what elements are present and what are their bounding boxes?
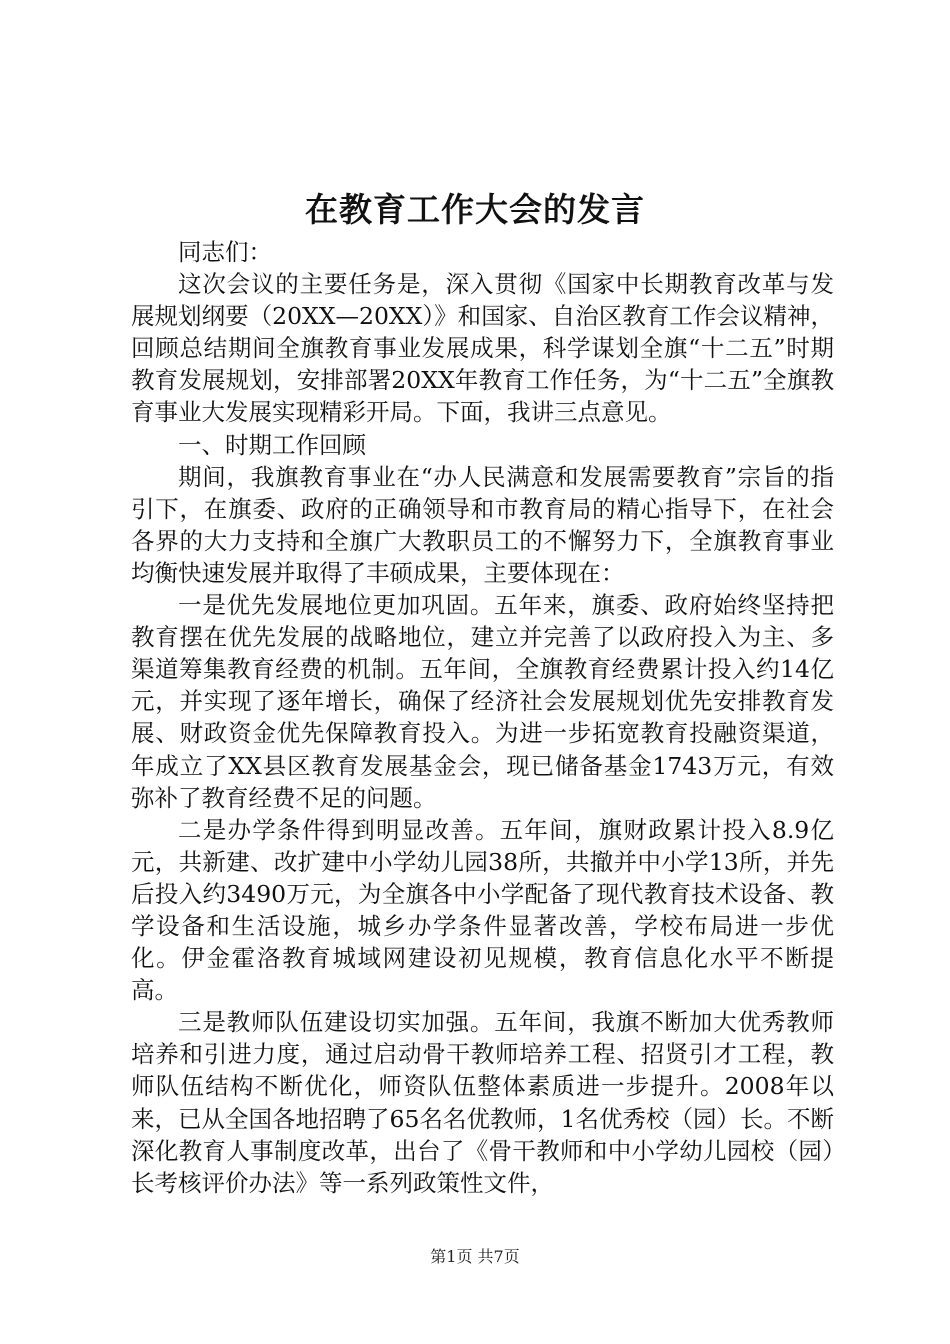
paragraph-point-one: 一是优先发展地位更加巩固。五年来，旗委、政府始终坚持把教育摆在优先发展的战略地位，建立并完善了以政府投入为主、多渠道筹集教育经费的机制。五年间，全旗教育经费累计投入约14亿元，并实现了逐年增长，确保了经济社会发展规划优先安排教育发展、财政资金优先保障教育投入。为进一步拓宽教育投融资渠道，年成立了XX县区教育发展基金会，现已储备基金1743万元，有效弥补了教育经费不足的问题。	[131, 591, 834, 812]
page-number-footer: 第1页 共7页	[430, 1247, 520, 1266]
salutation: 同志们：	[178, 238, 272, 266]
paragraph-point-three: 三是教师队伍建设切实加强。五年间，我旗不断加大优秀教师培养和引进力度，通过启动骨干教师培养工程、招贤引才工程，教师队伍结构不断优化，师资队伍整体素质进一步提升。2008年以来，已从全国各地招聘了65名名优教师，1名优秀校（园）长。不断深化教育人事制度改革，出台了《骨干教师和中小学幼儿园校（园）长考核评价办法》等一系列政策性文件，	[131, 1008, 834, 1197]
section-heading: 一、时期工作回顾	[178, 430, 366, 459]
document-body	[131, 236, 834, 1199]
paragraph-point-two: 二是办学条件得到明显改善。五年间，旗财政累计投入8.9亿元，共新建、改扩建中小学幼儿园38所，共撤并中小学13所，并先后投入约3490万元，为全旗各中小学配备了现代教育技术设备、教学设备和生活设施，城乡办学条件显著改善，学校布局进一步优化。伊金霍洛教育城域网建设初见规模，教育信息化水平不断提高。	[131, 815, 834, 1005]
document-title: 在教育工作大会的发言	[305, 190, 645, 229]
paragraph-overview: 期间，我旗教育事业在“办人民满意和发展需要教育”宗旨的指引下，在旗委、政府的正确领导和市教育局的精心指导下，在社会各界的大力支持和全旗广大教职员工的不懈努力下，全旗教育事业均衡快速发展并取得了丰硕成果，主要体现在：	[131, 462, 834, 587]
paragraph-intro: 这次会议的主要任务是，深入贯彻《国家中长期教育改革与发展规划纲要（20XX—20XX）》和国家、自治区教育工作会议精神，回顾总结期间全旗教育事业发展成果，科学谋划全旗“十二五”时期教育发展规划，安排部署20XX年教育工作任务，为“十二五”全旗教育事业大发展实现精彩开局。下面，我讲三点意见。	[131, 270, 834, 427]
